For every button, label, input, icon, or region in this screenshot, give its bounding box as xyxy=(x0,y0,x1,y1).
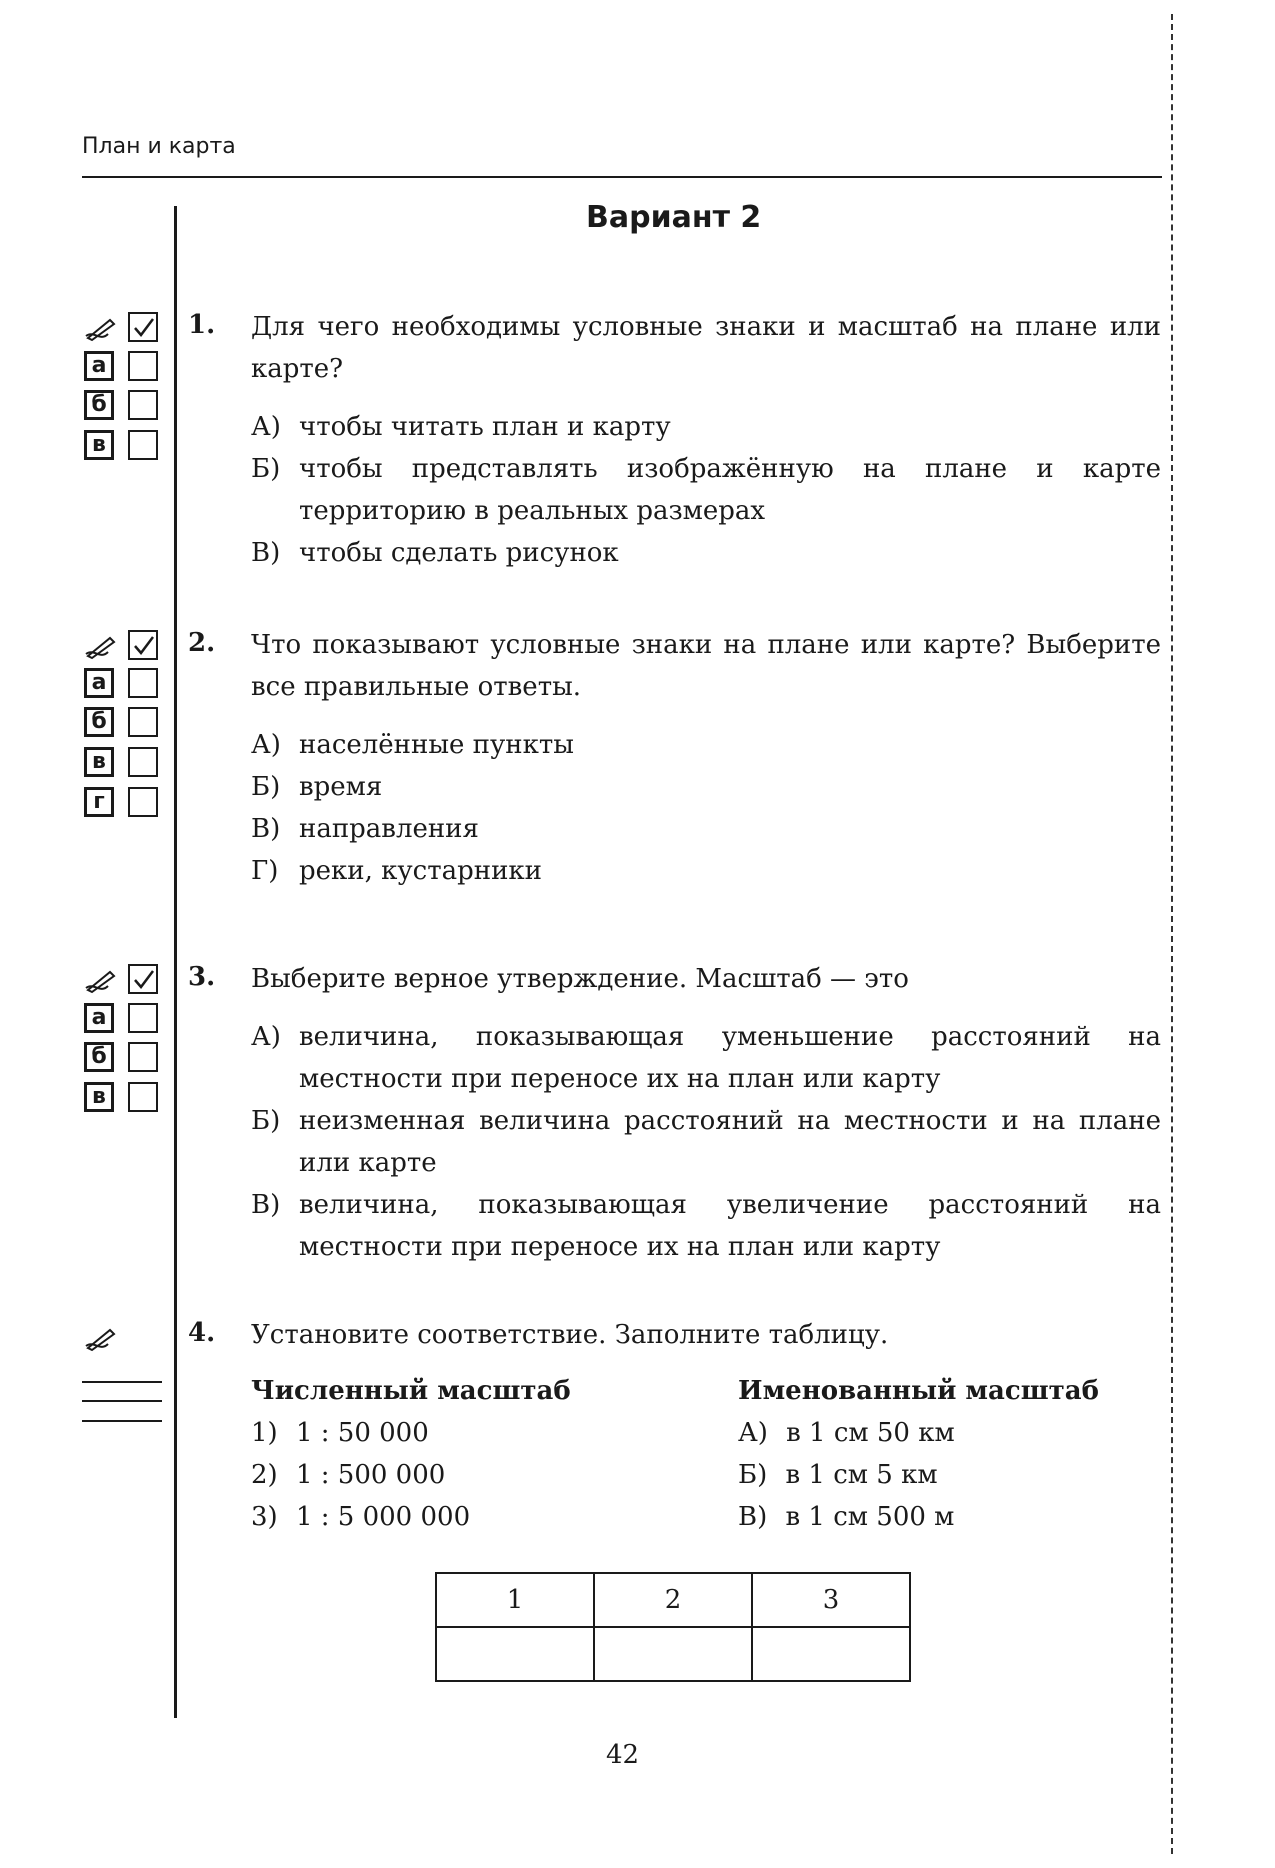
option-label: Б) xyxy=(251,454,281,484)
answer-table-header-row xyxy=(436,1573,910,1627)
question-number: 3. xyxy=(188,962,216,992)
numeric-scale-item xyxy=(251,1502,470,1532)
answer-table-header-cell: 3 xyxy=(752,1573,910,1627)
answer-table-input-cell[interactable] xyxy=(594,1627,752,1681)
variant-title: Вариант 2 xyxy=(586,200,762,235)
answer-letter-v: в xyxy=(84,747,114,777)
answer-letter-a: а xyxy=(84,668,114,698)
question-number: 1. xyxy=(188,310,216,340)
option-label: А) xyxy=(251,730,281,760)
item-text: в 1 см 50 км xyxy=(786,1418,955,1448)
header-rule xyxy=(82,176,1162,178)
checkmark-icon xyxy=(132,316,156,340)
numeric-scale-heading: Численный масштаб xyxy=(251,1376,571,1406)
answer-table-input-cell[interactable] xyxy=(752,1627,910,1681)
option-label: Г) xyxy=(251,856,279,886)
question-text: Что показывают условные знаки на плане или карте? Выберите все правильные ответы. xyxy=(251,630,1161,702)
question-text: Для чего необходимы условные знаки и масштаб на плане или карте? xyxy=(251,312,1161,384)
item-text: в 1 см 500 м xyxy=(785,1502,955,1532)
checkmark-icon xyxy=(132,968,156,992)
answer-box-b[interactable] xyxy=(128,390,158,420)
named-scale-item xyxy=(738,1460,938,1490)
question-number: 4. xyxy=(188,1318,216,1348)
answer-box-a[interactable] xyxy=(128,668,158,698)
answer-table-header-cell: 2 xyxy=(594,1573,752,1627)
item-label: А) xyxy=(738,1418,768,1448)
option-text: величина, показывающая уменьшение расстояний на местности при переносе их на план или карту xyxy=(299,1022,1161,1094)
option-label: Б) xyxy=(251,772,281,802)
option xyxy=(251,406,1161,448)
pen-writing-icon xyxy=(84,1326,118,1352)
option-text: чтобы сделать рисунок xyxy=(299,538,619,568)
answer-box-b[interactable] xyxy=(128,707,158,737)
option-text: неизменная величина расстояний на местности и на плане или карте xyxy=(299,1106,1161,1178)
option-label: А) xyxy=(251,412,281,442)
option-text: время xyxy=(299,772,383,802)
answer-line[interactable] xyxy=(82,1381,162,1383)
answer-letter-a: а xyxy=(84,351,114,381)
option-label: В) xyxy=(251,814,281,844)
answer-table-input-row xyxy=(436,1627,910,1681)
option-text: чтобы читать план и карту xyxy=(299,412,671,442)
item-label: 3) xyxy=(251,1502,278,1532)
answer-letter-b: б xyxy=(84,1042,114,1072)
named-scale-heading: Именованный масштаб xyxy=(738,1376,1099,1406)
cut-line xyxy=(1171,14,1173,1854)
item-label: Б) xyxy=(738,1460,768,1490)
option xyxy=(251,1016,1161,1100)
option-label: В) xyxy=(251,1190,281,1220)
answer-box-v[interactable] xyxy=(128,1082,158,1112)
option-label: Б) xyxy=(251,1106,281,1136)
answer-letter-a: а xyxy=(84,1003,114,1033)
option xyxy=(251,808,1161,850)
answer-letter-b: б xyxy=(84,707,114,737)
option xyxy=(251,532,1161,574)
check-box[interactable] xyxy=(128,312,158,342)
question-text: Установите соответствие. Заполните таблицу. xyxy=(251,1320,889,1350)
answer-box-b[interactable] xyxy=(128,1042,158,1072)
answer-box-a[interactable] xyxy=(128,351,158,381)
check-box[interactable] xyxy=(128,630,158,660)
option-label: А) xyxy=(251,1022,281,1052)
margin-rule xyxy=(174,206,177,1718)
answer-table-header-cell: 1 xyxy=(436,1573,594,1627)
numeric-scale-item xyxy=(251,1418,429,1448)
option xyxy=(251,1184,1161,1268)
option-text: чтобы представлять изображённую на плане и карте территорию в реальных размерах xyxy=(299,454,1161,526)
question-number: 2. xyxy=(188,628,216,658)
option-text: реки, кустарники xyxy=(299,856,543,886)
numeric-scale-item xyxy=(251,1460,445,1490)
answer-line[interactable] xyxy=(82,1420,162,1422)
answer-table-input-cell[interactable] xyxy=(436,1627,594,1681)
option xyxy=(251,1100,1161,1184)
named-scale-item xyxy=(738,1502,954,1532)
item-label: 2) xyxy=(251,1460,278,1490)
pen-writing-icon xyxy=(84,316,118,342)
option-label: В) xyxy=(251,538,281,568)
answer-letter-v: в xyxy=(84,1082,114,1112)
answer-line[interactable] xyxy=(82,1400,162,1402)
option xyxy=(251,766,1161,808)
answer-box-v[interactable] xyxy=(128,430,158,460)
item-text: 1 : 50 000 xyxy=(295,1418,429,1448)
answer-letter-v: в xyxy=(84,430,114,460)
item-text: 1 : 500 000 xyxy=(295,1460,446,1490)
option-text: направления xyxy=(299,814,479,844)
answer-letter-g: г xyxy=(84,787,114,817)
pen-writing-icon xyxy=(84,634,118,660)
named-scale-item xyxy=(738,1418,955,1448)
running-head: План и карта xyxy=(82,134,236,159)
option xyxy=(251,850,1161,892)
item-text: 1 : 5 000 000 xyxy=(295,1502,471,1532)
answer-table xyxy=(435,1572,911,1682)
item-label: В) xyxy=(738,1502,768,1532)
answer-box-v[interactable] xyxy=(128,747,158,777)
pen-writing-icon xyxy=(84,968,118,994)
item-text: в 1 см 5 км xyxy=(785,1460,938,1490)
option-text: населённые пункты xyxy=(299,730,574,760)
answer-letter-b: б xyxy=(84,390,114,420)
answer-box-g[interactable] xyxy=(128,787,158,817)
check-box[interactable] xyxy=(128,964,158,994)
question-text: Выберите верное утверждение. Масштаб — это xyxy=(251,964,909,994)
option xyxy=(251,448,1161,532)
page-number: 42 xyxy=(606,1740,640,1770)
checkmark-icon xyxy=(132,634,156,658)
option-text: величина, показывающая увеличение расстояний на местности при переносе их на план или карту xyxy=(299,1190,1161,1262)
item-label: 1) xyxy=(251,1418,278,1448)
answer-box-a[interactable] xyxy=(128,1003,158,1033)
option xyxy=(251,724,1161,766)
